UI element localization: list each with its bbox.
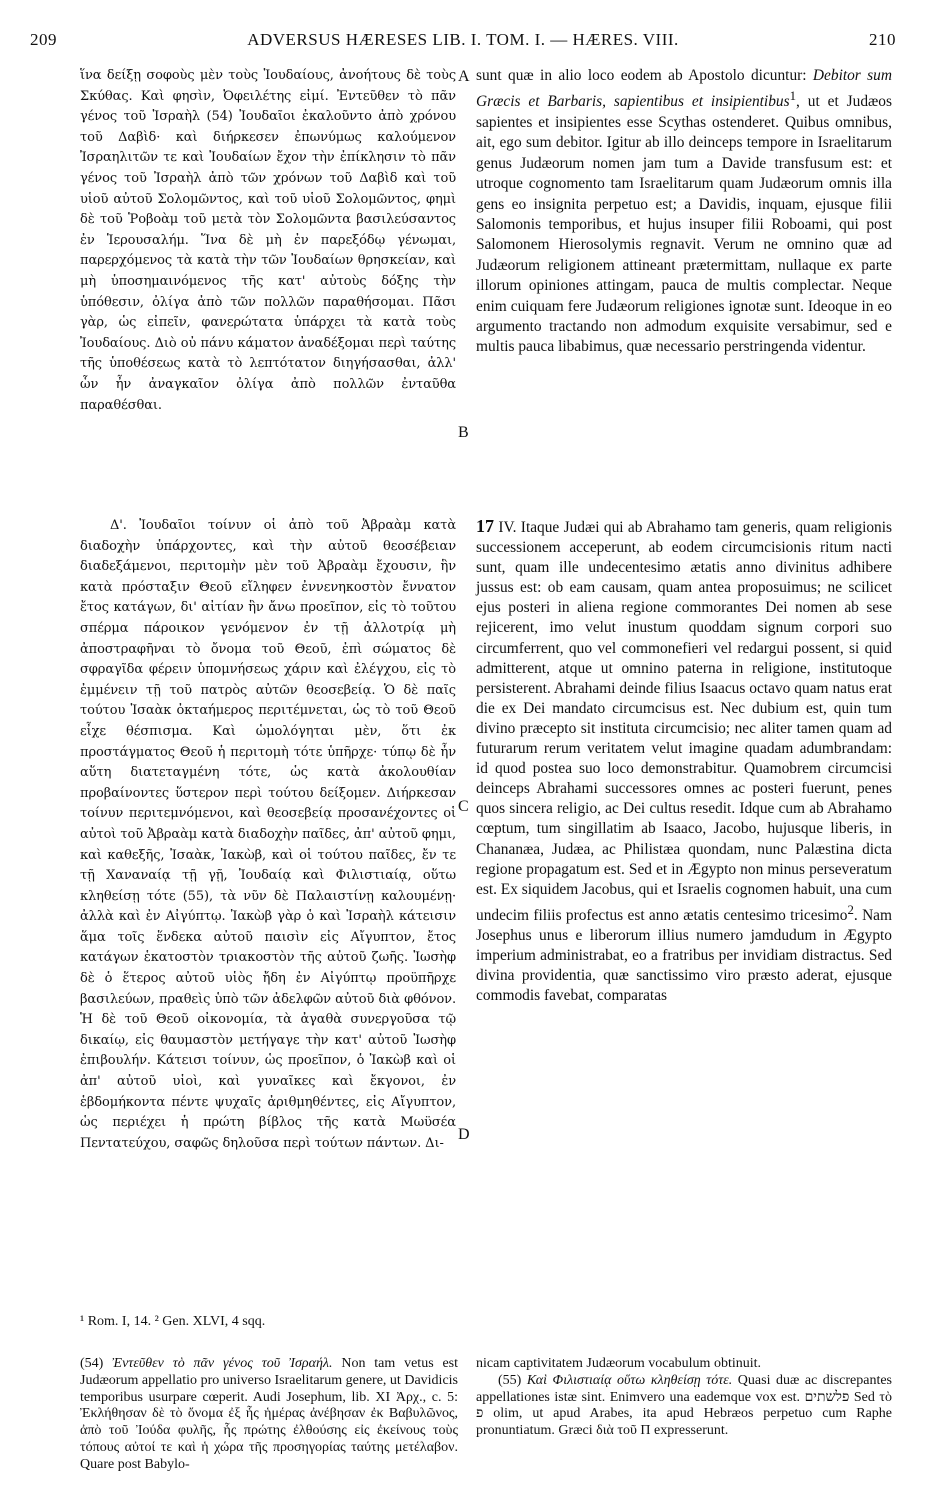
running-header	[30, 30, 896, 54]
note-55-continued: nicam captivitatem Judæorum vocabulum obtinuit.	[476, 1356, 762, 1371]
note-54	[80, 1356, 458, 1486]
footnote-references: ¹ Rom. I, 14. ² Gen. XLVI, 4 sqq.	[80, 1314, 266, 1329]
note-55-label: (55)	[498, 1372, 522, 1388]
latin-p1-quote: Debitor sum Græcis et Barbaris, sapientibus et insipientibus	[476, 67, 892, 111]
latin-column-top	[476, 66, 892, 506]
latin-p2-start: IV. Itaque Judæi qui ab Abrahamo tam generis, quam religionis successionem acceperunt, ab eodem circumcisionis ritum nacti sunt, quam ille undecentesimo ætatis anno divinitus adhibere jussus est: ob eam causam, quam antea proposuimus; ne scilicet ejus posteri in aliena regione commorantes Dei nomen ab sese rejicerent, imo velut inustum quoddam signum corpori suo circumferrent, quo vel commonefieri vel redargui possent, si quid admitterent, atque ut omnino paterna in religione, institutoque persisterent. Abrahami deinde filius Isaacus octavo quam natus erat die ex Dei mandato circumcisus est. Nec dubium est, quin tum divino præcepto sit instituta circumcisio; nec aliter tamen quam ad futurarum rerum veritatem velut imagine quadam adumbrandam: id quod postea suo loco demonstrabitur. Quamobrem circumcisi deinceps Abrahami successores omnes ac posteri fuerunt, penes quos sincera religio, ac Dei cultus resedit. Idque cum ab Abrahamo cœptum, tum singillatim ab Isaaco, Jacobo, hujusque liberis, in Chananæa, Judæa, ac Philistæa quondam, nunc Palæstina dicta regione propagatum est. Sed et in Ægypto non minus perseveratum est. Ex siquidem Jacobus, qui et Israelis cognomen habuit, una cum undecim filiis profectus est anno ætatis centesimo tricesimo	[476, 519, 892, 924]
running-title: ADVERSUS HÆRESES LIB. I. TOM. I. — HÆRES. VIII.	[247, 30, 679, 49]
latin-p1-start: sunt quæ in alio loco eodem ab Apostolo dicuntur:	[476, 67, 807, 84]
footnote-ref-1: 1	[789, 89, 797, 104]
greek-column-top	[80, 66, 456, 456]
note-55	[476, 1356, 892, 1486]
latin-p2-rest: . Nam Josephus unus e liberorum illius numero jamdudum in Ægypto imperium administrabat, eo a fratribus per invidiam distractus. Sed divina providentia, quæ sanctissimo viro præsto aderat, ejusque commodis favebat, comparatas	[476, 906, 892, 1005]
latin-column-bottom	[476, 516, 892, 1296]
greek-paragraph-1: ἵνα δείξῃ σοφοὺς μὲν τοὺς Ἰουδαίους, ἀνοήτους δὲ τοὺς Σκύθας. Καὶ φησὶν, Ὀφειλέτης εἰμί. Ἐντεῦθεν τὸ πᾶν γένος τοῦ Ἰσραὴλ (54) Ἰουδαῖοι ἐκαλοῦντο ἀπὸ χρόνου τοῦ Δαβὶδ· καὶ διήρκεσεν ἐπωνύμως καλούμενον Ἰσραηλιτῶν τε καὶ Ἰουδαίων ἔχον τὴν ἐπίκλησιν τὸ πᾶν γένος τοῦ Ἰσραὴλ ἀπὸ τῶν χρόνων τοῦ Δαβὶδ καὶ τοῦ υἱοῦ αὐτοῦ Σολομῶντος, καὶ τοῦ υἱοῦ Σολομῶντος, φημὶ δὲ τοῦ Ῥοβοὰμ τοῦ μετὰ τὸν Σολομῶντα βασιλεύσαντος ἐν Ἱερουσαλήμ. Ἵνα δὲ μὴ ἐν παρεξόδῳ γένωμαι, παρερχόμενος τὰ κατὰ τὴν τῶν Ἰουδαίων θρησκείαν, καὶ μὴ ὑποσημαινόμενος τῆς κατ' αὐτοὺς δόξης τὴν ὑπόθεσιν, ὀλίγα ἀπὸ τῶν πολλῶν παραθήσομαι. Πᾶσι γὰρ, ὡς εἰπεῖν, φανερώτατα ὑπάρχει τὰ κατὰ τοὺς Ἰουδαίους. Διὸ οὐ πάνυ κάματον ἀναδέξομαι περὶ ταύτης τῆς ὑποθέσεως κατὰ τὸ λεπτότατον διηγήσασθαι, ἀλλ' ὧν ἦν ἀναγκαῖον ὀλίγα ἀπὸ πολλῶν ἐνταῦθα παραθέσθαι.	[80, 68, 456, 413]
margin-marker-c: C	[458, 798, 469, 815]
note-54-title: Ἐντεῦθεν τὸ πᾶν γένος τοῦ Ἰσραήλ.	[112, 1356, 333, 1371]
margin-marker-d: D	[458, 1126, 470, 1143]
left-page-number: 209	[30, 30, 57, 49]
note-55-title: Καὶ Φιλιστιαίᾳ οὕτω κληθείσῃ τότε.	[526, 1372, 733, 1388]
latin-paragraph-1	[476, 66, 892, 358]
margin-marker-a: A	[458, 68, 470, 85]
latin-paragraph-2	[476, 516, 892, 1006]
latin-p1-rest: , ut et Judæos sapientes et insipientes esse Scythas ostenderet. Quibus omnibus, ait, ego sum debitor. Igitur ab illo deinceps tempore in Israelitarum genus Judæorum nomen jam tum a Davide transfusum est: et utroque cognomento tam Israelitarum quam Judæorum omnis illa gens eo insignita perpetuo est; a Davidis, inquam, ejusque filii Salomonis temporibus, et hujus insuper filii Roboami, qui post Salomonem Hierosolymis regnavit. Verum ne omnino quæ ad Judæorum religionem attineant prætermittam, nullaque ex parte illorum opiniones attingam, pauca de multis complectar. Neque enim cuiquam fere Judæorum religiones ignotæ sunt. Ideoque in eo argumento tractando non admodum exquisite versabimur, sed e multis pauca libabimus, quæ necessario perstringenda videntur.	[476, 93, 892, 356]
greek-column-bottom	[80, 516, 456, 1296]
section-number: 17	[476, 516, 494, 536]
footnote-ref-2: 2	[847, 902, 854, 917]
note-54-label: (54)	[80, 1356, 104, 1371]
right-page-number: 210	[869, 30, 896, 49]
note-54-text: Non tam vetus est Judæorum appellatio pro universo Israelitarum genere, ut Davidicis temporibus usurpare cœperit. Audi Josephum, lib. XI Ἀρχ., c. 5: Ἐκλήθησαν δὲ τὸ ὄνομα ἐξ ἧς ἡμέρας ἀνέβησαν ἐκ Βαβυλῶνος, ἀπὸ τοῦ Ἰούδα φυλῆς, ἧς πρώτης ἐλθούσης εἰς ἐκείνους τοὺς τόπους αὐτοί τε καὶ ἡ χώρα τῆς προσηγορίας ταύτης μετέλαβον. Quare post Babylo-	[80, 1356, 459, 1472]
margin-marker-b: B	[458, 424, 469, 441]
greek-paragraph-2: Δ'. Ἰουδαῖοι τοίνυν οἱ ἀπὸ τοῦ Ἀβραὰμ κατὰ διαδοχὴν ὑπάρχοντες, καὶ τὴν αὐτοῦ θεοσέβειαν διαδεξάμενοι, περιτομὴν μὲν τοῦ Ἀβραὰμ ἔχουσιν, ἣν κατὰ πρόσταξιν Θεοῦ εἴληφεν ἐννενηκοστὸν ἔννατον ἔτος κατάγων, δι' αἰτίαν ἣν ἄνω προεῖπον, εἰς τὸ τοῦτου σπέρμα πάροικον γενόμενον ἐν τῇ ἀλλοτρίᾳ μὴ ἀποστραφῆναι τὸ ὄνομα τοῦ Θεοῦ, ἐπὶ σώματος δὲ σφραγῖδα φέρειν ὑπομνήσεως χάριν καὶ ἐλέγχου, εἰς τὸ ἐμμένειν τῇ τοῦ πατρὸς αὐτῶν θεοσεβείᾳ. Ὁ δὲ παῖς τούτου Ἰσαὰκ ὀκταήμερος περιτέμνεται, ὡς τὸ τοῦ Θεοῦ εἶχε θέσπισμα. Καὶ ὡμολόγηται μὲν, ὅτι ἐκ προστάγματος Θεοῦ ἡ περιτομὴ τότε ὑπῆρχε· τύπῳ δὲ ἦν αὕτη διατεταγμένη τότε, ὡς κατὰ ἀκολουθίαν προβαίνοντες ὕστερον περὶ τούτου δείξομεν. Διήρκεσαν τοίνυν περιτεμνόμενοι, καὶ θεοσεβείᾳ προσανέχοντες οἱ αὐτοὶ τοῦ Ἀβραὰμ κατὰ διαδοχὴν παῖδες, ἀπ' αὐτοῦ φημι, καὶ καθεξῆς, Ἰσαὰκ, Ἰακὼβ, καὶ οἱ τούτου παῖδες, ἔν τε τῇ Χαναναίᾳ τῇ γῇ, Ἰουδαίᾳ καὶ Φιλιστιαίᾳ, οὕτω κληθείσῃ τότε (55), τὰ νῦν δὲ Παλαιστίνῃ καλουμένῃ· ἀλλὰ καὶ ἐν Αἰγύπτῳ. Ἰακὼβ γὰρ ὁ καὶ Ἰσραὴλ κάτεισιν ἅμα τοῖς ἕνδεκα αὐτοῦ παισὶν εἰς Αἴγυπτον, ἔτος κατάγων ἑκατοστὸν τριακοστὸν τῆς αὐτοῦ ζωῆς. Ἰωσὴφ δὲ ὁ ἕτερος αὐτοῦ υἱὸς ἤδη ἐν Αἰγύπτῳ προϋπῆρχε βασιλεύων, πραθεὶς ὑπὸ τῶν ἀδελφῶν αὐτοῦ διὰ φθόνον. Ἡ δὲ τοῦ Θεοῦ οἰκονομία, τὰ ἀγαθὰ συνεργοῦσα τῷ δικαίῳ, εἰς θαυμαστὸν μετήγαγε τὴν κατ' αὐτοῦ Ἰωσὴφ ἐπιβουλήν. Κάτεισι τοίνυν, ὡς προεῖπον, ὁ Ἰακὼβ καὶ οἱ ἀπ' αὐτοῦ υἱοὶ, καὶ γυναῖκες καὶ ἔκγονοι, ἐν ἑβδομήκοντα πέντε ψυχαῖς ἀριθμηθέντες, εἰς Αἴγυπτον, ὡς περιέχει ἡ πρώτη βίβλος τῆς κατὰ Μωϋσέα Πεντατεύχου, σαφῶς δηλοῦσα περὶ τούτων πάντων. Δι-	[80, 518, 456, 1151]
note-55-text: Quasi duæ ac discrepantes appellationes istæ sint. Enimvero una eademque vox est. פלשתים Sed τὸ פ olim, ut apud Arabes, ita apud Hebræos perpetuo cum Raphe pronuntiatum. Græci διὰ τοῦ Π expresserunt.	[476, 1372, 893, 1439]
